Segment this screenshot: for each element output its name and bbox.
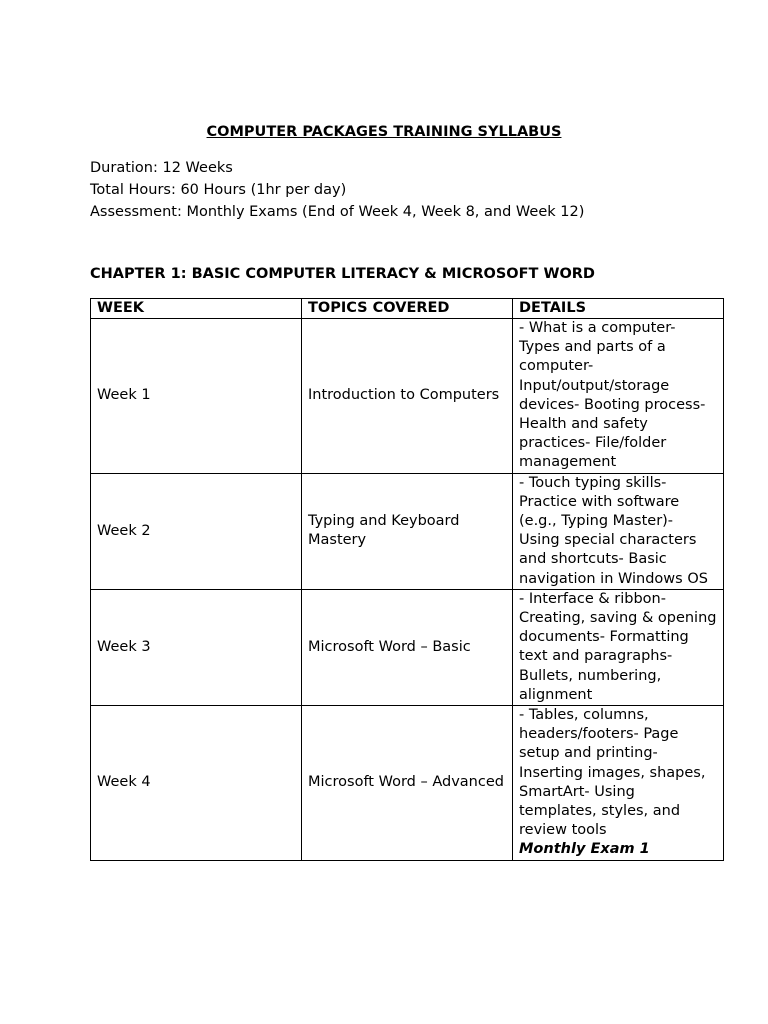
topic-cell: Microsoft Word – Advanced [302,706,513,861]
topic-cell: Microsoft Word – Basic [302,589,513,705]
details-text: - Touch typing skills- Practice with software (e.g., Typing Master)- Using special characters and shortcuts- Basic navigation in Windows OS [519,474,708,587]
details-cell [513,473,724,589]
duration-line: Duration: 12 Weeks [90,160,233,176]
topic-cell: Introduction to Computers [302,319,513,474]
monthly-exam-label: Monthly Exam 1 [519,841,650,858]
document-title: COMPUTER PACKAGES TRAINING SYLLABUS [206,124,562,140]
table-row [91,473,724,589]
syllabus-table [90,298,724,861]
table-header-row [91,299,724,319]
header-week: WEEK [91,299,302,319]
total-hours-line: Total Hours: 60 Hours (1hr per day) [90,182,347,198]
week-cell: Week 3 [91,589,302,705]
syllabus-meta [90,157,584,223]
chapter-heading: CHAPTER 1: BASIC COMPUTER LITERACY & MICROSOFT WORD [90,266,595,282]
details-text: - What is a computer- Types and parts of a computer- Input/output/storage devices- Booting process- Health and safety practices- File/folder management [519,320,706,471]
details-cell [513,319,724,474]
week-cell: Week 2 [91,473,302,589]
topic-cell: Typing and Keyboard Mastery [302,473,513,589]
table-row [91,706,724,861]
details-cell [513,589,724,705]
week-cell: Week 4 [91,706,302,861]
header-topics: TOPICS COVERED [302,299,513,319]
details-cell [513,706,724,861]
assessment-line: Assessment: Monthly Exams (End of Week 4, Week 8, and Week 12) [90,204,585,220]
details-text: - Interface & ribbon- Creating, saving & opening documents- Formatting text and paragraphs- Bullets, numbering, alignment [519,590,717,703]
details-text: - Tables, columns, headers/footers- Page setup and printing- Inserting images, shapes, SmartArt- Using templates, styles, and review tools [519,707,706,839]
table-row [91,319,724,474]
week-cell: Week 1 [91,319,302,474]
header-details: DETAILS [513,299,724,319]
table-row [91,589,724,705]
